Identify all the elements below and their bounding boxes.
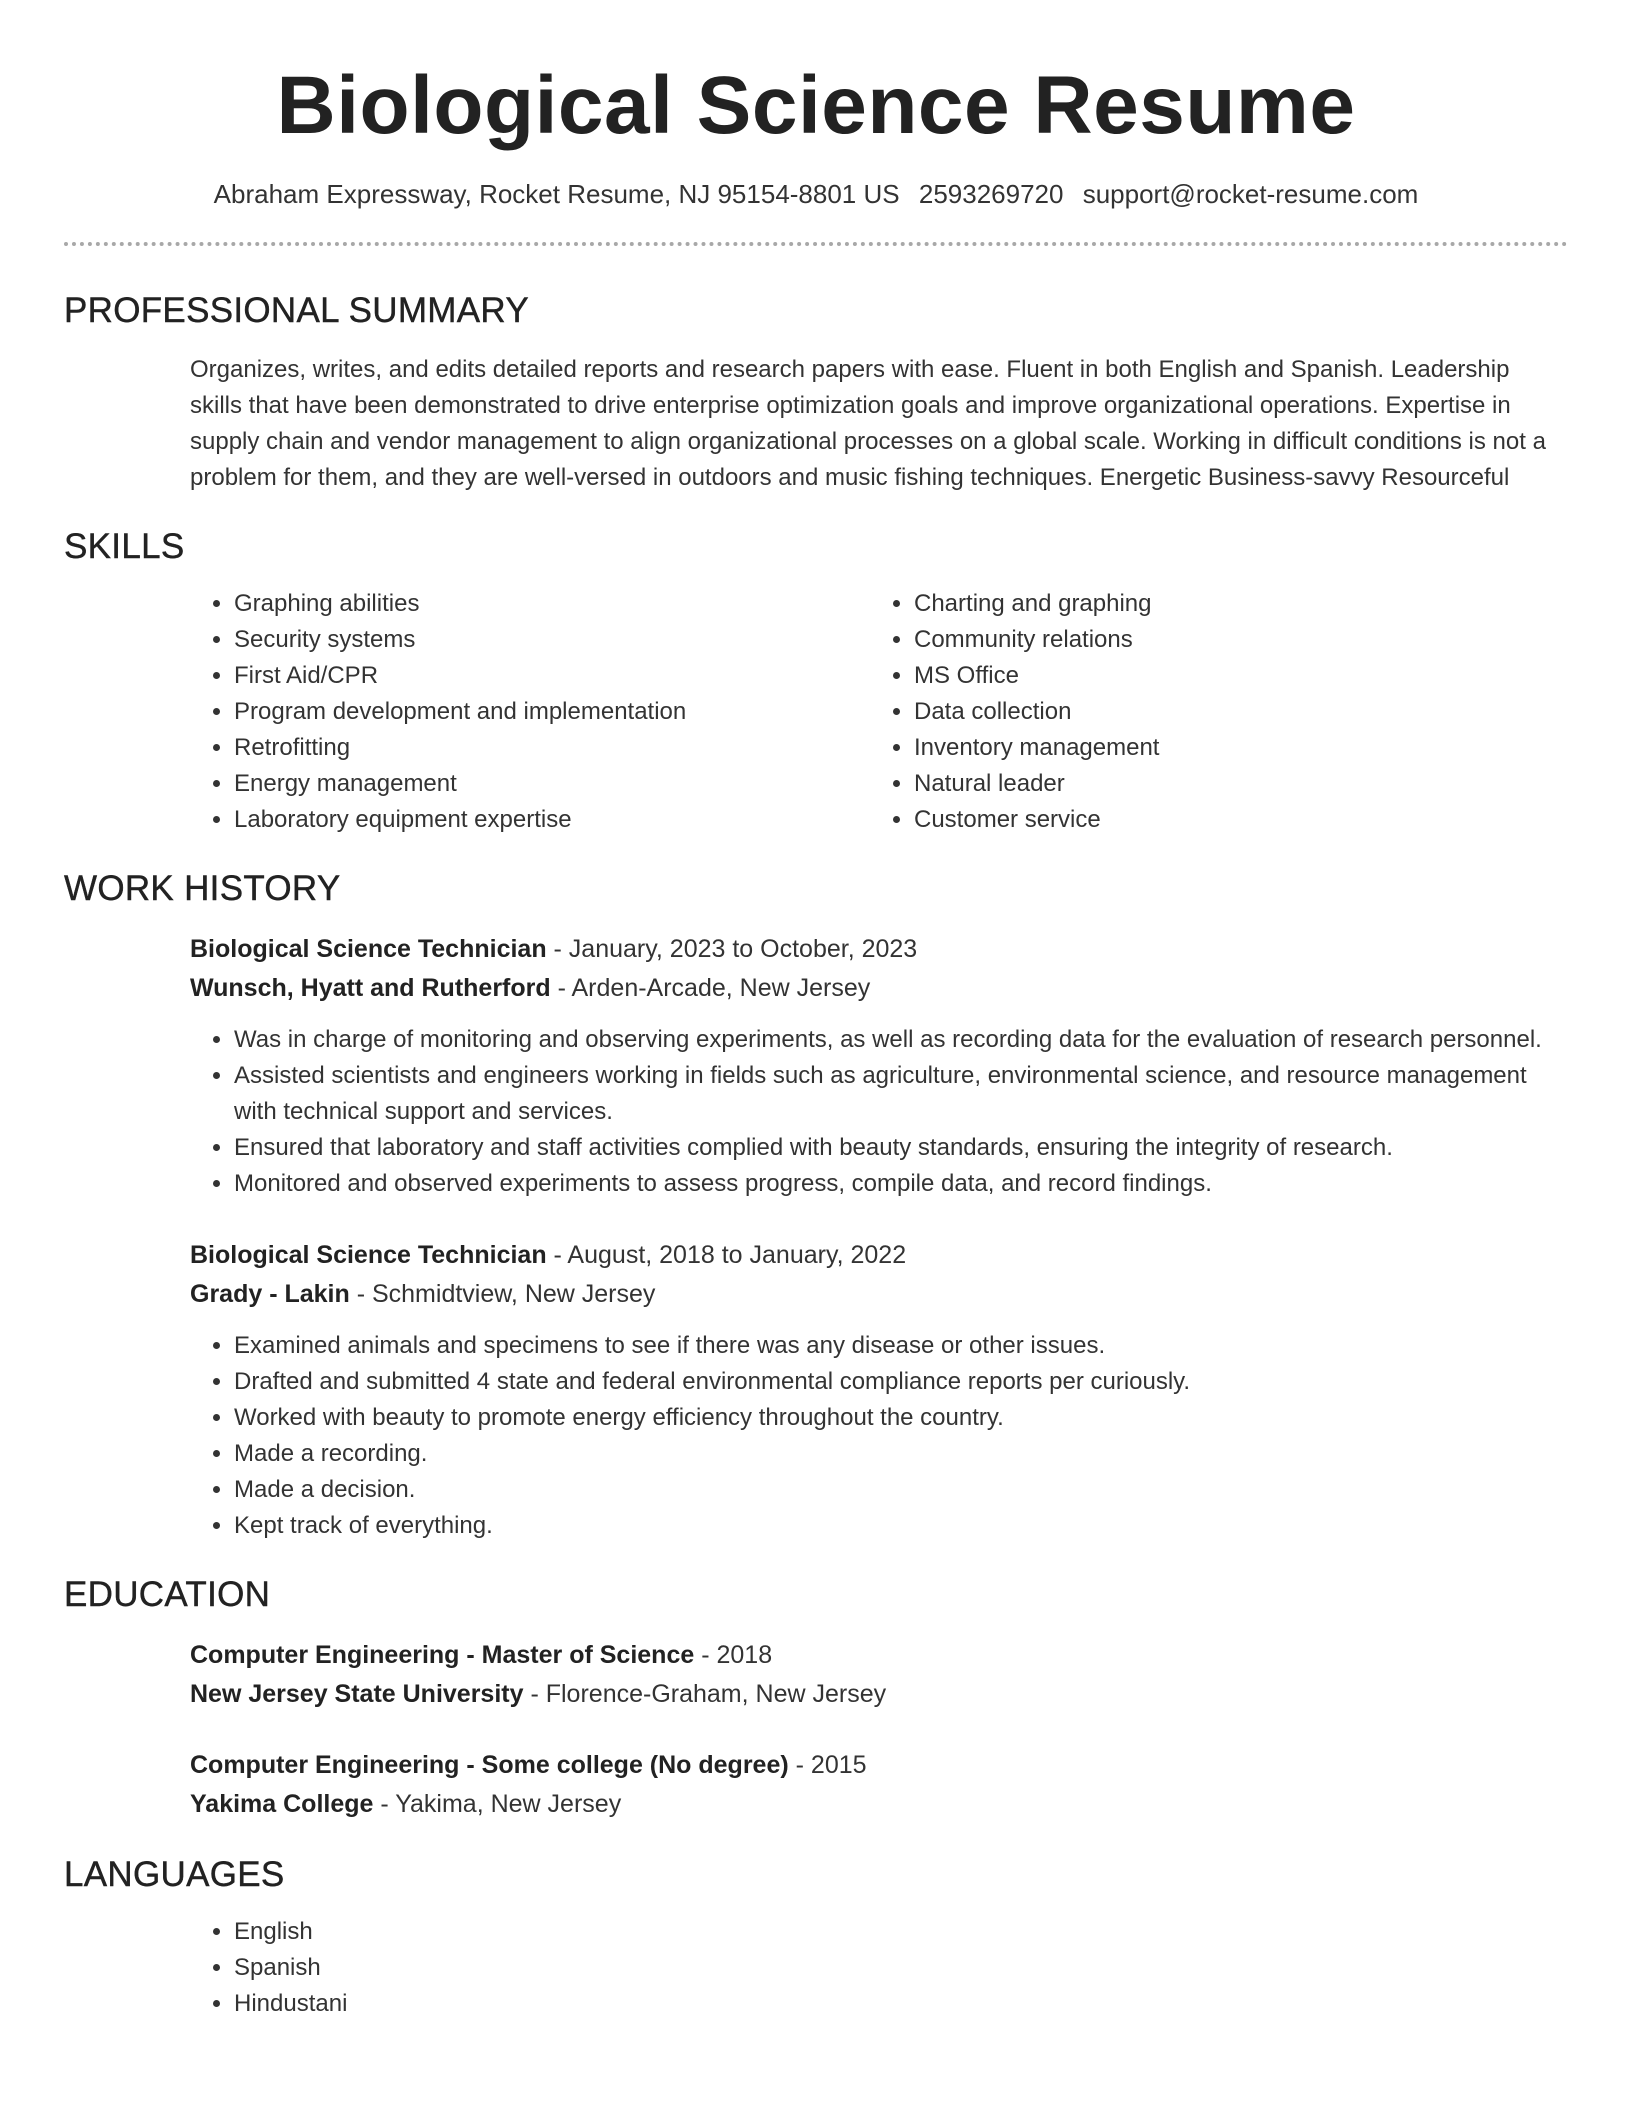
contact-address: Abraham Expressway, Rocket Resume, NJ 95154-8801 US	[213, 179, 900, 209]
job-dates: - August, 2018 to January, 2022	[546, 1241, 907, 1269]
job-title: Biological Science Technician	[190, 935, 547, 963]
resume-title: Biological Science Resume	[276, 60, 1356, 151]
job-company-line	[190, 1275, 1568, 1314]
job-bullet: • Examined animals and specimens to see if there was any disease or other issues.	[234, 1328, 1568, 1364]
skill-item: • Customer service	[914, 802, 1550, 838]
job-entry	[190, 930, 1568, 1202]
contact-line	[64, 178, 1568, 210]
education-entry	[190, 1636, 1568, 1714]
contact-email: support@rocket-resume.com	[1082, 179, 1419, 209]
skill-item: • First Aid/CPR	[234, 658, 870, 694]
languages-heading: LANGUAGES	[64, 1855, 285, 1894]
contact-phone: 2593269720	[918, 179, 1064, 209]
skills-column-right	[870, 586, 1550, 838]
job-title-line	[190, 930, 1568, 969]
job-bullet: • Kept track of everything.	[234, 1508, 1568, 1544]
education-entry	[190, 1746, 1568, 1824]
school: New Jersey State University	[190, 1680, 524, 1708]
summary-section	[64, 290, 1568, 496]
skill-item: • Inventory management	[914, 730, 1550, 766]
job-location: - Schmidtview, New Jersey	[349, 1280, 656, 1308]
degree-line	[190, 1746, 1568, 1785]
degree-year: - 2018	[694, 1641, 773, 1669]
job-location: - Arden-Arcade, New Jersey	[550, 974, 871, 1002]
school-location: - Yakima, New Jersey	[373, 1790, 622, 1818]
job-company: Wunsch, Hyatt and Rutherford	[190, 974, 551, 1002]
summary-heading: PROFESSIONAL SUMMARY	[64, 291, 529, 330]
skills-heading: SKILLS	[64, 527, 185, 566]
skill-item: • MS Office	[914, 658, 1550, 694]
skill-item: • Natural leader	[914, 766, 1550, 802]
summary-text: Organizes, writes, and edits detailed reports and research papers with ease. Fluent in both English and Spanish. Leadership skills that have been demonstrated to drive enterprise optimization goals and improve organizational operations. Expertise in supply chain and vendor management to align organizational processes on a global scale. Working in difficult conditions is not a problem for them, and they are well-versed in outdoors and music fishing techniques. Energetic Business-savvy Resourceful	[190, 356, 1546, 491]
school-line	[190, 1785, 1568, 1824]
job-entry	[190, 1236, 1568, 1544]
education-heading: EDUCATION	[64, 1575, 271, 1614]
job-title-line	[190, 1236, 1568, 1275]
language-item: • English	[234, 1914, 1568, 1950]
language-item: • Spanish	[234, 1950, 1568, 1986]
job-bullet: • Ensured that laboratory and staff activities complied with beauty standards, ensuring the integrity of research.	[234, 1130, 1568, 1166]
skills-column-left	[190, 586, 870, 838]
skill-item: • Graphing abilities	[234, 586, 870, 622]
education-section	[64, 1574, 1568, 1824]
skill-item: • Laboratory equipment expertise	[234, 802, 870, 838]
job-bullets	[190, 1022, 1568, 1202]
job-bullet: • Worked with beauty to promote energy efficiency throughout the country.	[234, 1400, 1568, 1436]
school-line	[190, 1675, 1568, 1714]
resume-page	[64, 0, 1568, 2022]
job-bullets	[190, 1328, 1568, 1544]
header-divider	[64, 242, 1568, 246]
skill-item: • Security systems	[234, 622, 870, 658]
skills-columns	[190, 586, 1568, 838]
job-bullet: • Drafted and submitted 4 state and federal environmental compliance reports per curiously.	[234, 1364, 1568, 1400]
languages-list	[190, 1914, 1568, 2022]
job-title: Biological Science Technician	[190, 1241, 547, 1269]
degree: Computer Engineering - Some college (No degree)	[190, 1751, 789, 1779]
school-location: - Florence-Graham, New Jersey	[523, 1680, 887, 1708]
work-history-section	[64, 868, 1568, 1544]
languages-section	[64, 1854, 1568, 2022]
skills-list-right	[870, 586, 1550, 838]
skill-item: • Retrofitting	[234, 730, 870, 766]
job-company-line	[190, 969, 1568, 1008]
degree-year: - 2015	[788, 1751, 867, 1779]
language-item: • Hindustani	[234, 1986, 1568, 2022]
degree-line	[190, 1636, 1568, 1675]
job-bullet: • Was in charge of monitoring and observing experiments, as well as recording data for the evaluation of research personnel.	[234, 1022, 1568, 1058]
job-bullet: • Monitored and observed experiments to assess progress, compile data, and record findings.	[234, 1166, 1568, 1202]
skill-item: • Charting and graphing	[914, 586, 1550, 622]
job-dates: - January, 2023 to October, 2023	[546, 935, 918, 963]
job-company: Grady - Lakin	[190, 1280, 350, 1308]
work-history-heading: WORK HISTORY	[64, 869, 341, 908]
job-bullet: • Assisted scientists and engineers working in fields such as agriculture, environmental science, and resource management with technical support and services.	[234, 1058, 1568, 1130]
skill-item: • Community relations	[914, 622, 1550, 658]
skill-item: • Program development and implementation	[234, 694, 870, 730]
degree: Computer Engineering - Master of Science	[190, 1641, 695, 1669]
job-bullet: • Made a decision.	[234, 1472, 1568, 1508]
skill-item: • Data collection	[914, 694, 1550, 730]
job-bullet: • Made a recording.	[234, 1436, 1568, 1472]
skill-item: • Energy management	[234, 766, 870, 802]
school: Yakima College	[190, 1790, 374, 1818]
skills-section	[64, 526, 1568, 838]
skills-list-left	[190, 586, 870, 838]
